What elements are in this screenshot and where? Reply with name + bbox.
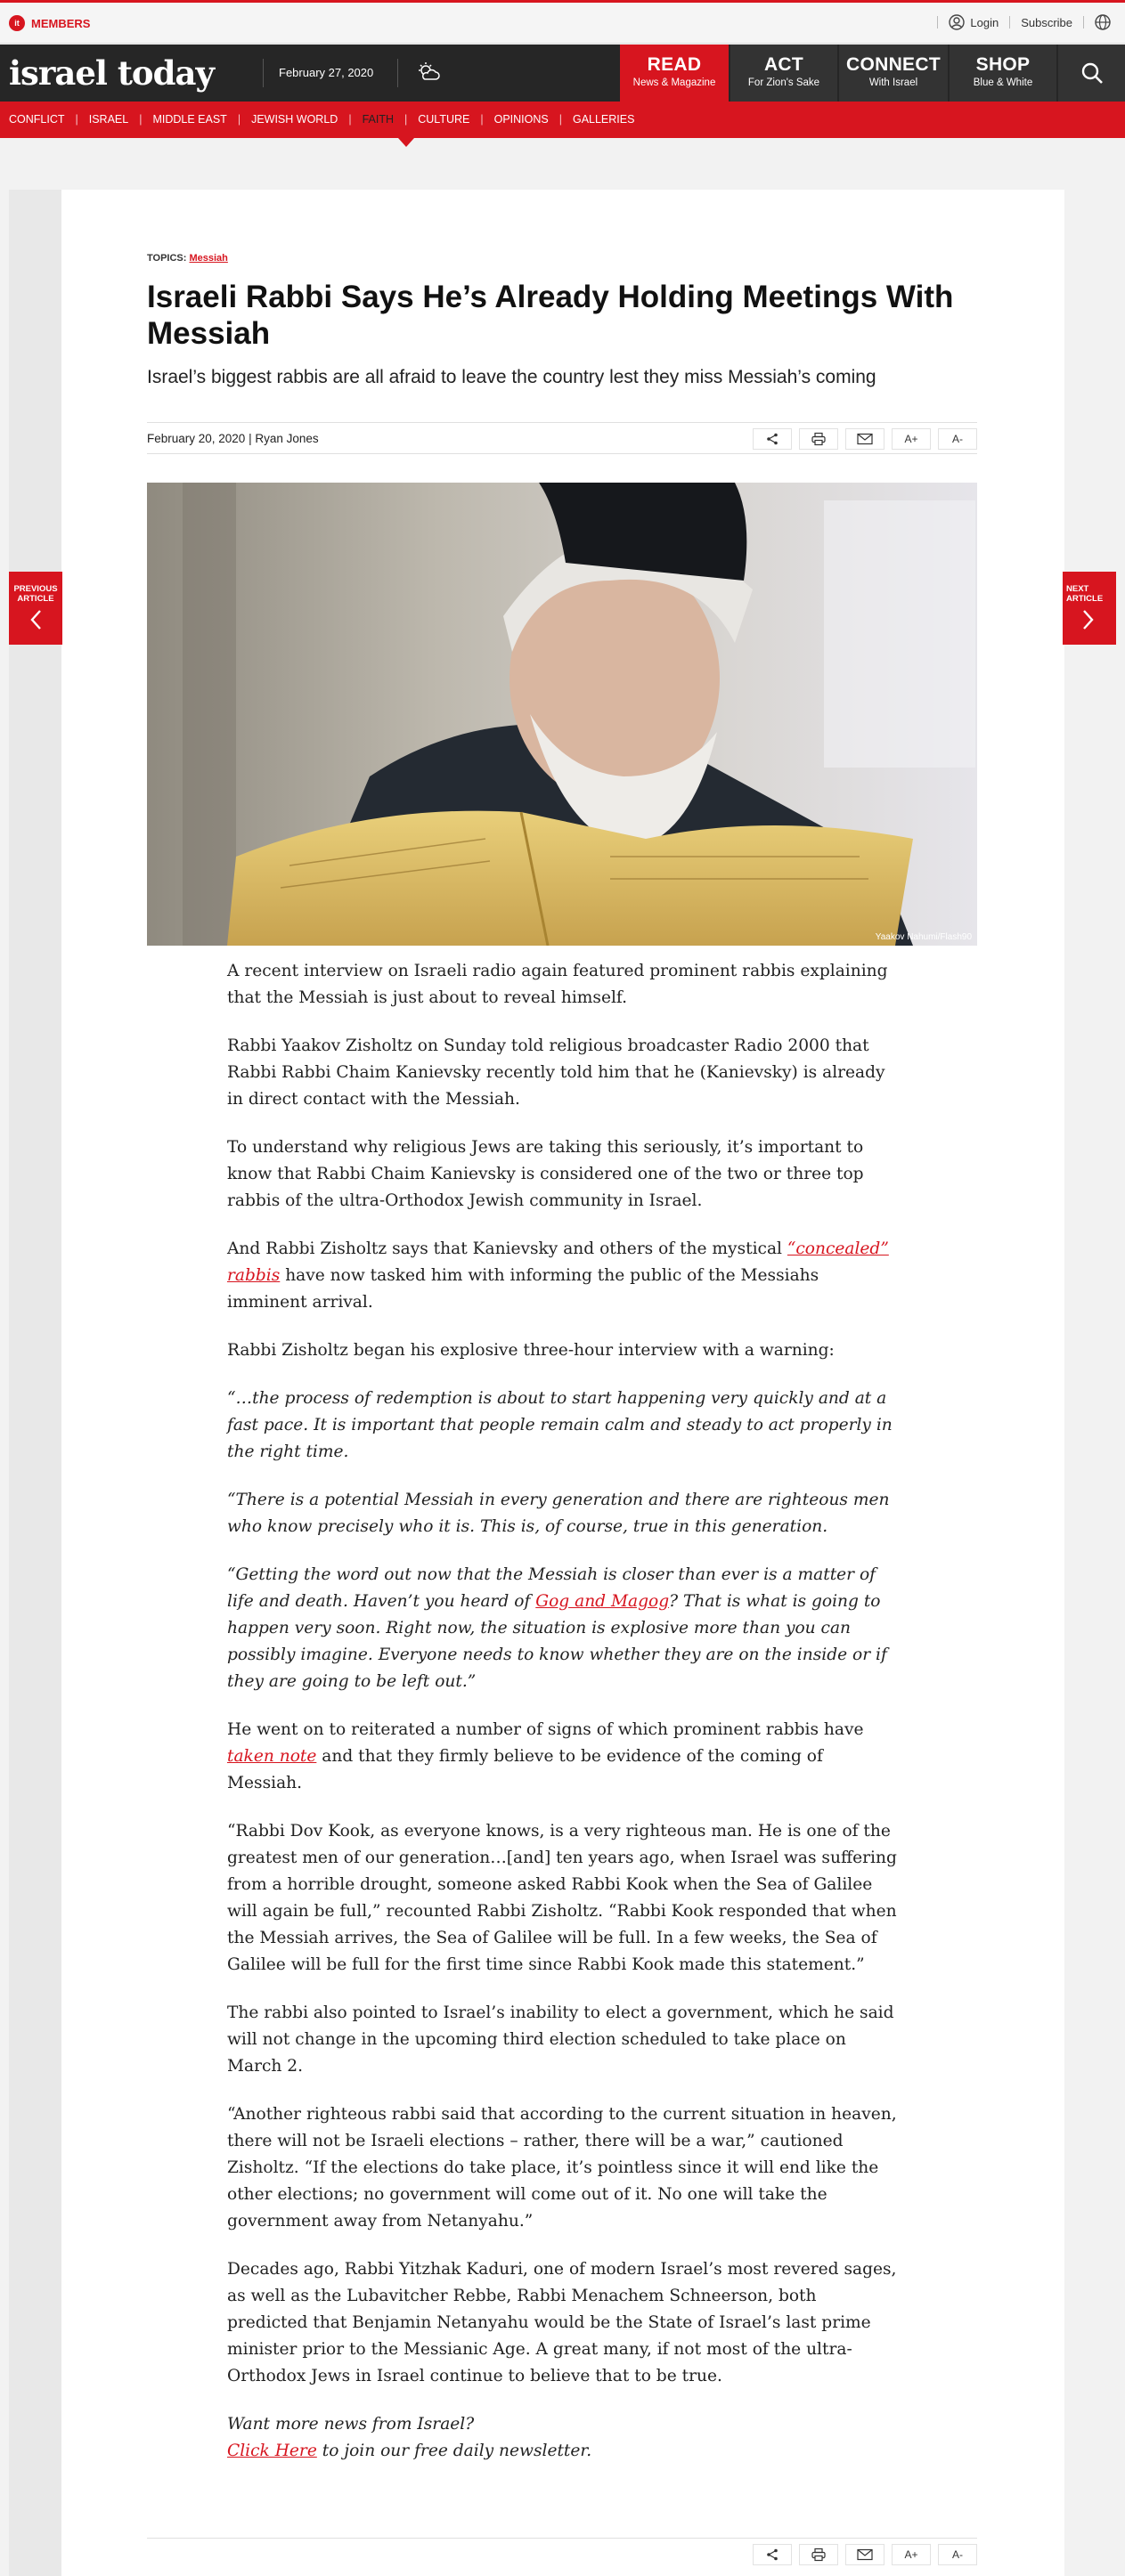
topics-line [147, 253, 228, 264]
login-link[interactable] [949, 14, 999, 30]
nav-act[interactable] [730, 45, 837, 102]
divider: | [348, 113, 352, 126]
search-icon [1080, 61, 1104, 85]
gog-and-magog-link[interactable]: Gog and Magog [535, 1592, 670, 1611]
byline: February 20, 2020 | Ryan Jones [147, 432, 319, 445]
divider: | [404, 113, 408, 126]
next-label-line2: ARTICLE [1066, 594, 1104, 604]
paragraph-text: have now tasked him with informing the public of the Messiahs imminent arrival. [227, 1266, 819, 1312]
category-israel[interactable]: ISRAEL [88, 113, 129, 126]
article-subtitle: Israel’s biggest rabbis are all afraid to leave the country lest they miss Messiah’s coming [147, 367, 876, 387]
nav-connect-label: CONNECT [846, 54, 941, 75]
nav-read-sub: News & Magazine [632, 77, 716, 88]
divider [1083, 16, 1084, 28]
top-bar [0, 3, 1125, 44]
paragraph [227, 1236, 897, 1316]
article-tools [753, 428, 977, 450]
quote-text: “Getting the word out now that the Messiah is closer than ever is a matter of life and death. Haven’t you heard of [227, 1565, 876, 1611]
nav-shop[interactable] [950, 45, 1056, 102]
search-button[interactable] [1058, 45, 1125, 102]
active-category-pointer [398, 138, 414, 147]
paragraph: “Another righteous rabbi said that according to the current situation in heaven, there will not be Israeli elections – rather, there will be a war,” cautioned Zisholtz. “If the elections do take place, it’s pointless since it will end like the other elections; no government will come out of it. No one will take the government away from Netanyahu.” [227, 2105, 897, 2231]
font-increase-button[interactable]: A+ [892, 2544, 931, 2565]
paragraph: The rabbi also pointed to Israel’s inability to elect a government, which he said will not change in the upcoming third election scheduled to take place on March 2. [227, 2003, 894, 2076]
top-links [937, 14, 1111, 30]
newsletter-promo [227, 2411, 897, 2465]
divider: | [558, 113, 562, 126]
category-nav [0, 102, 1125, 138]
nav-shop-sub: Blue & White [973, 77, 1033, 88]
prev-label-line1: PREVIOUS [13, 584, 58, 594]
nav-connect[interactable] [839, 45, 948, 102]
newsletter-text: to join our free daily newsletter. [316, 2442, 592, 2460]
newsletter-line1: Want more news from Israel? [227, 2415, 475, 2434]
nav-read[interactable] [620, 45, 729, 102]
quote-text: ? That is what is going to happen very soon. Right now, the situation is explosive more than you can possibly imagine. Everyone needs to know whether they are on the inside or if they are going to be left out.” [227, 1592, 887, 1691]
topics-label: TOPICS: [147, 253, 187, 264]
category-jewish-world[interactable]: JEWISH WORLD [251, 113, 338, 126]
taken-note-link[interactable]: taken note [227, 1747, 317, 1766]
paragraph: “Rabbi Dov Kook, as everyone knows, is a very righteous man. He is one of the greatest men of our generation…[and] ten years ago, when Israel was suffering from a horrible drought, someone asked Rabbi Kook when the Sea of Galilee will again be full,” recounted Rabbi Zisholtz. “Rabbi Kook responded that when the Messiah arrives, the Sea of Galilee will be full. In a few weeks, the Sea of Galilee will be full for the first time since Rabbi Kook made this statement.” [227, 1822, 897, 1974]
previous-article-button[interactable] [9, 572, 62, 645]
share-icon [765, 432, 779, 446]
print-button[interactable] [799, 2544, 838, 2565]
user-icon [949, 14, 965, 30]
article-body [227, 958, 897, 2486]
mail-icon [857, 2548, 873, 2561]
nav-connect-sub: With Israel [868, 77, 918, 88]
paragraph: To understand why religious Jews are taking this seriously, it’s important to know that Rabbi Chaim Kanievsky is considered one of the two or three top rabbis of the ultra-Orthodox Jewish community in Israel. [227, 1138, 864, 1210]
subscribe-link[interactable]: Subscribe [1021, 15, 1072, 29]
font-increase-button[interactable]: A+ [892, 428, 931, 450]
article-tools-bottom [753, 2544, 977, 2565]
paragraph: A recent interview on Israeli radio again featured prominent rabbis explaining that the Messiah is just about to reveal himself. [227, 962, 888, 1007]
print-button[interactable] [799, 428, 838, 450]
newsletter-signup-link[interactable]: Click Here [227, 2442, 317, 2460]
next-label-line1: NEXT [1066, 584, 1089, 594]
font-decrease-button[interactable]: A- [938, 2544, 977, 2565]
next-article-label [1063, 572, 1116, 604]
divider [263, 59, 264, 87]
paragraph-text: and that they firmly believe to be evidence of the coming of Messiah. [227, 1747, 823, 1792]
prev-label-line2: ARTICLE [17, 594, 54, 604]
nav-act-sub: For Zion's Sake [747, 77, 820, 88]
category-galleries[interactable]: GALLERIES [572, 113, 635, 126]
print-icon [811, 2548, 827, 2562]
quote-paragraph: “…the process of redemption is about to start happening very quickly and at a fast pace. It is important that people remain calm and steady to act properly in the right time. [227, 1389, 893, 1461]
concealed-rabbis-link[interactable]: “concealed” rabbis [227, 1239, 889, 1285]
mail-icon [857, 433, 873, 445]
image-credit: Yaakov Nahumi/Flash90 [875, 932, 972, 942]
members-link[interactable] [9, 15, 90, 31]
previous-article-label [9, 572, 62, 604]
email-button[interactable] [845, 428, 885, 450]
bottom-tools-row [147, 2538, 977, 2570]
members-logo-icon: it [9, 15, 25, 31]
site-logo[interactable]: israel today [9, 53, 214, 93]
paragraph: Rabbi Yaakov Zisholtz on Sunday told religious broadcaster Radio 2000 that Rabbi Rabbi Chaim Kanievsky recently told him that he (Kanievsky) is already in direct contact with the Messiah. [227, 1036, 885, 1109]
font-decrease-button[interactable]: A- [938, 428, 977, 450]
topic-link[interactable]: Messiah [189, 253, 228, 264]
chevron-left-icon [9, 604, 62, 634]
article-meta-row [147, 422, 977, 454]
category-culture[interactable]: CULTURE [418, 113, 470, 126]
nav-act-label: ACT [763, 54, 804, 75]
paragraph [227, 1717, 897, 1797]
current-date: February 27, 2020 [279, 66, 374, 79]
chevron-right-icon [1063, 604, 1116, 634]
category-faith[interactable]: FAITH [362, 113, 394, 126]
paragraph-text: He went on to reiterated a number of signs of which prominent rabbis have [227, 1720, 864, 1739]
share-button[interactable] [753, 428, 792, 450]
globe-icon[interactable] [1095, 14, 1111, 30]
email-button[interactable] [845, 2544, 885, 2565]
quote-paragraph: “There is a potential Messiah in every generation and there are righteous men who know precisely who it is. This is, of course, true in this generation. [227, 1491, 890, 1536]
site-header [0, 45, 1125, 102]
divider [1009, 16, 1010, 28]
print-icon [811, 432, 827, 446]
next-article-button[interactable] [1063, 572, 1116, 645]
category-list [9, 113, 634, 126]
login-label: Login [970, 15, 999, 29]
members-label: MEMBERS [31, 16, 91, 30]
divider: | [237, 113, 241, 126]
share-button[interactable] [753, 2544, 792, 2565]
paragraph: Rabbi Zisholtz began his explosive three-hour interview with a warning: [227, 1341, 835, 1360]
article-hero-image [147, 483, 977, 946]
category-conflict[interactable]: CONFLICT [9, 113, 65, 126]
divider: | [75, 113, 78, 126]
divider [937, 16, 938, 28]
divider [397, 59, 398, 87]
weather-icon [414, 60, 441, 86]
category-opinions[interactable]: OPINIONS [493, 113, 549, 126]
nav-read-label: READ [647, 54, 702, 75]
article-title: Israeli Rabbi Says He’s Already Holding Meetings With Messiah [147, 280, 954, 351]
share-icon [765, 2548, 779, 2562]
divider: | [480, 113, 484, 126]
paragraph: Decades ago, Rabbi Yitzhak Kaduri, one of modern Israel’s most revered sages, as well as the Lubavitcher Rebbe, Rabbi Menachem Schneerson, both predicted that Benjamin Netanyahu would be the State of Israel’s last prime minister prior to the Messianic Age. A great many, if not most of the ultra-Orthodox Jews in Israel continue to believe that to be true. [227, 2260, 897, 2385]
category-middle-east[interactable]: MIDDLE EAST [152, 113, 227, 126]
divider: | [139, 113, 143, 126]
quote-paragraph [227, 1562, 897, 1695]
paragraph-text: And Rabbi Zisholtz says that Kanievsky and others of the mystical [227, 1239, 787, 1258]
nav-shop-label: SHOP [975, 54, 1031, 75]
